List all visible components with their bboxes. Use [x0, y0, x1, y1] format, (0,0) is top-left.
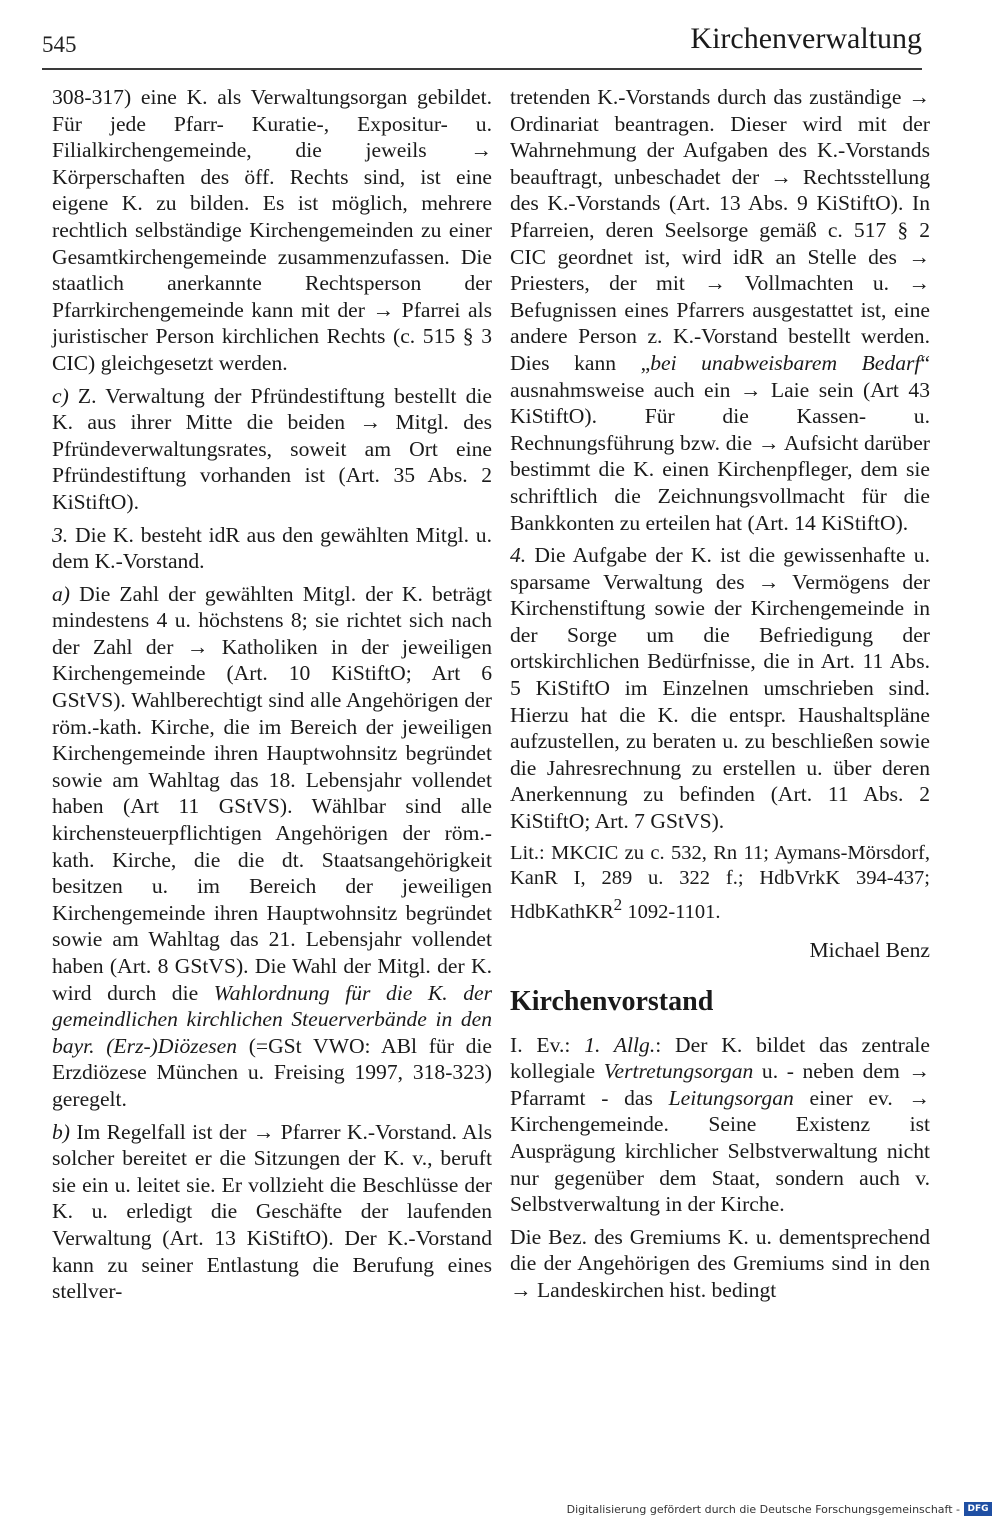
italic-term: Vertretungsorgan [603, 1059, 754, 1084]
paragraph-text: einer ev. → Kirchengemeinde. Seine Existenz ist Ausprägung kirchlicher Selbstverwaltung nicht nur gegenüber dem Staat, sondern auch v. Selbstverwaltung in der Kirche. [510, 1085, 931, 1217]
item-label: b) [52, 1119, 70, 1144]
paragraph [52, 522, 492, 575]
literature-text: Lit.: MKCIC zu c. 532, Rn 11; Aymans-Mörsdorf, KanR I, 289 u. 322 f.; HdbVrkK 394-437; HdbKathKR [510, 841, 930, 923]
paragraph [510, 84, 930, 536]
section-number: 3. [52, 522, 69, 547]
paragraph-text: (=GSt VWO: ABl für die Erzdiözese München u. Freising 1997, 318-323) geregelt. [52, 1033, 492, 1111]
paragraph [52, 581, 492, 1113]
page-number: 545 [42, 32, 77, 57]
paragraph [52, 383, 492, 516]
author-name: Michael Benz [809, 937, 930, 962]
italic-title: Wahlordnung für die K. der gemeindlichen kirchlichen Steuerverbände in den bayr. (Erz-)Diözesen [52, 980, 492, 1058]
paragraph [52, 1119, 492, 1305]
paragraph [510, 1224, 930, 1304]
paragraph [510, 542, 930, 835]
paragraph [510, 1032, 930, 1218]
running-title: Kirchenverwaltung [690, 22, 922, 55]
footer-credit [567, 1499, 992, 1519]
section-number: 4. [510, 543, 527, 568]
paragraph-text: Im Regelfall ist der → Pfarrer K.-Vorstand. Als solcher bereitet er die Sitzungen der K. v., beruft sie ein u. leitet sie. Er vollzieht die Beschlüsse der K. u. erledigt die Geschäfte der laufenden Verwaltung (Art. 13 KiStiftO). Der K.-Vorstand kann zu seiner Entlastung die Berufung eines stellver- [52, 1119, 492, 1304]
paragraph-text: Die Bez. des Gremiums K. u. dementsprechend die der Angehörigen des Gremiums sind in den → Landeskirchen hist. bedingt [510, 1224, 930, 1302]
right-column [510, 84, 930, 1309]
paragraph-text: 308-317) eine K. als Verwaltungsorgan gebildet. Für jede Pfarr- Kuratie-, Expositur- u. Filialkirchengemeinde, die jeweils → Körperschaften des öff. Rechts sind, ist eine eigene K. zu bilden. Es ist möglich, mehrere rechtlich selbständige Kirchengemeinden zu einer Gesamtkirchengemeinde zusammenzufassen. Die staatlich anerkannte Rechtsperson der Pfarrkirchengemeinde kann mit der → Pfarrei als juristischer Person kirchlichen Rechts (c. 515 § 3 CIC) gleichgesetzt werden. [52, 85, 492, 375]
paragraph [52, 84, 492, 377]
left-column [52, 84, 492, 1311]
paragraph-text: tretenden K.-Vorstands durch das zuständige → Ordinariat beantragen. Dieser wird mit der Wahrnehmung der Aufgaben des K.-Vorstands beauftragt, unbeschadet der → Rechtsstellung des K.-Vorstands (Art. 13 Abs. 9 KiStiftO). In Pfarreien, deren Seelsorge gemäß c. 517 § 2 CIC geordnet ist, wird idR an Stelle des → Priesters, der mit → Vollmachten u. → Befugnissen eines Pfarrers ausgestattet ist, eine andere Person z. K.-Vorstand bestellt werden. Dies kann „ [510, 85, 930, 375]
footer-text: Digitalisierung gefördert durch die Deutsche Forschungsgemeinschaft - [566, 1502, 960, 1516]
literature-text: 1092-1101. [622, 900, 721, 923]
paragraph-text: I. Ev.: [510, 1032, 585, 1057]
italic-term: Leitungsorgan [668, 1085, 794, 1110]
paragraph-text: “ ausnahmsweise auch ein → Laie sein (Art 43 KiStiftO). Für die Kassen- u. Rechnungsführung bzw. die → Aufsicht darüber bestimmt die K. einen Kirchenpfleger, dem sie schriftlich die Zeichnungsvollmacht für die Bankkonten zu erteilen hat (Art. 14 KiStiftO). [510, 350, 930, 535]
paragraph-text: Z. Verwaltung der Pfründestiftung bestellt die K. aus ihrer Mitte die beiden → Mitgl. des Pfründeverwaltungsrates, soweit am Ort eine Pfründestiftung vorhanden ist (Art. 35 Abs. 2 KiStiftO). [52, 383, 492, 514]
entry-heading: Kirchenvorstand [510, 985, 714, 1017]
italic-quote: bei unabweisbarem Bedarf [650, 350, 921, 375]
paragraph-text: : Der K. bildet das zentrale kollegiale [510, 1032, 930, 1084]
paragraph-text: u. - neben dem → Pfarramt - das [510, 1059, 930, 1110]
dfg-logo-icon: DFG [964, 1502, 992, 1516]
header-rule [42, 68, 922, 70]
paragraph-text: Die K. besteht idR aus den gewählten Mitgl. u. dem K.-Vorstand. [52, 522, 492, 574]
page-header [40, 18, 922, 70]
section-label: 1. Allg. [584, 1032, 656, 1057]
item-label: c) [52, 383, 69, 408]
paragraph-text: Die Aufgabe der K. ist die gewissenhafte u. sparsame Verwaltung des → Vermögens der Kirchenstiftung sowie der Kirchengemeinde in der Sorge um die Befriedigung der ortskirchlichen Bedürfnisse, die in Art. 11 Abs. 5 KiStiftO im Einzelnen umschrieben sind. Hierzu hat die K. die entspr. Haushaltspläne aufzustellen, zu beraten u. zu beschließen sowie die Jahresrechnung zu erstellen u. über deren Anerkennung zu befinden (Art. 11 Abs. 2 KiStiftO; Art. 7 GStVS). [510, 543, 930, 834]
literature-references [510, 841, 930, 925]
superscript: 2 [613, 894, 623, 914]
paragraph-text: Die Zahl der gewählten Mitgl. der K. beträgt mindestens 4 u. höchstens 8; sie richtet sich nach der Zahl der → Katholiken in der jeweiligen Kirchengemeinde (Art. 10 KiStiftO; Art 6 GStVS). Wahlberechtigt sind alle Angehörigen der röm.-kath. Kirche, die im Bereich der jeweiligen Kirchengemeinde ihren Hauptwohnsitz begründet sowie am Wahltag das 18. Lebensjahr vollendet haben (Art 11 GStVS). Wählbar sind alle kirchensteuerpflichtigen Angehörigen der röm.-kath. Kirche, die die dt. Staatsangehörigkeit besitzen u. im Bereich der jeweiligen Kirchengemeinde ihren Hauptwohnsitz begründet sowie am Wahltag das 21. Lebensjahr vollendet haben (Art. 8 GStVS). Die Wahl der Mitgl. der K. wird durch die [52, 581, 492, 1005]
item-label: a) [52, 581, 70, 606]
